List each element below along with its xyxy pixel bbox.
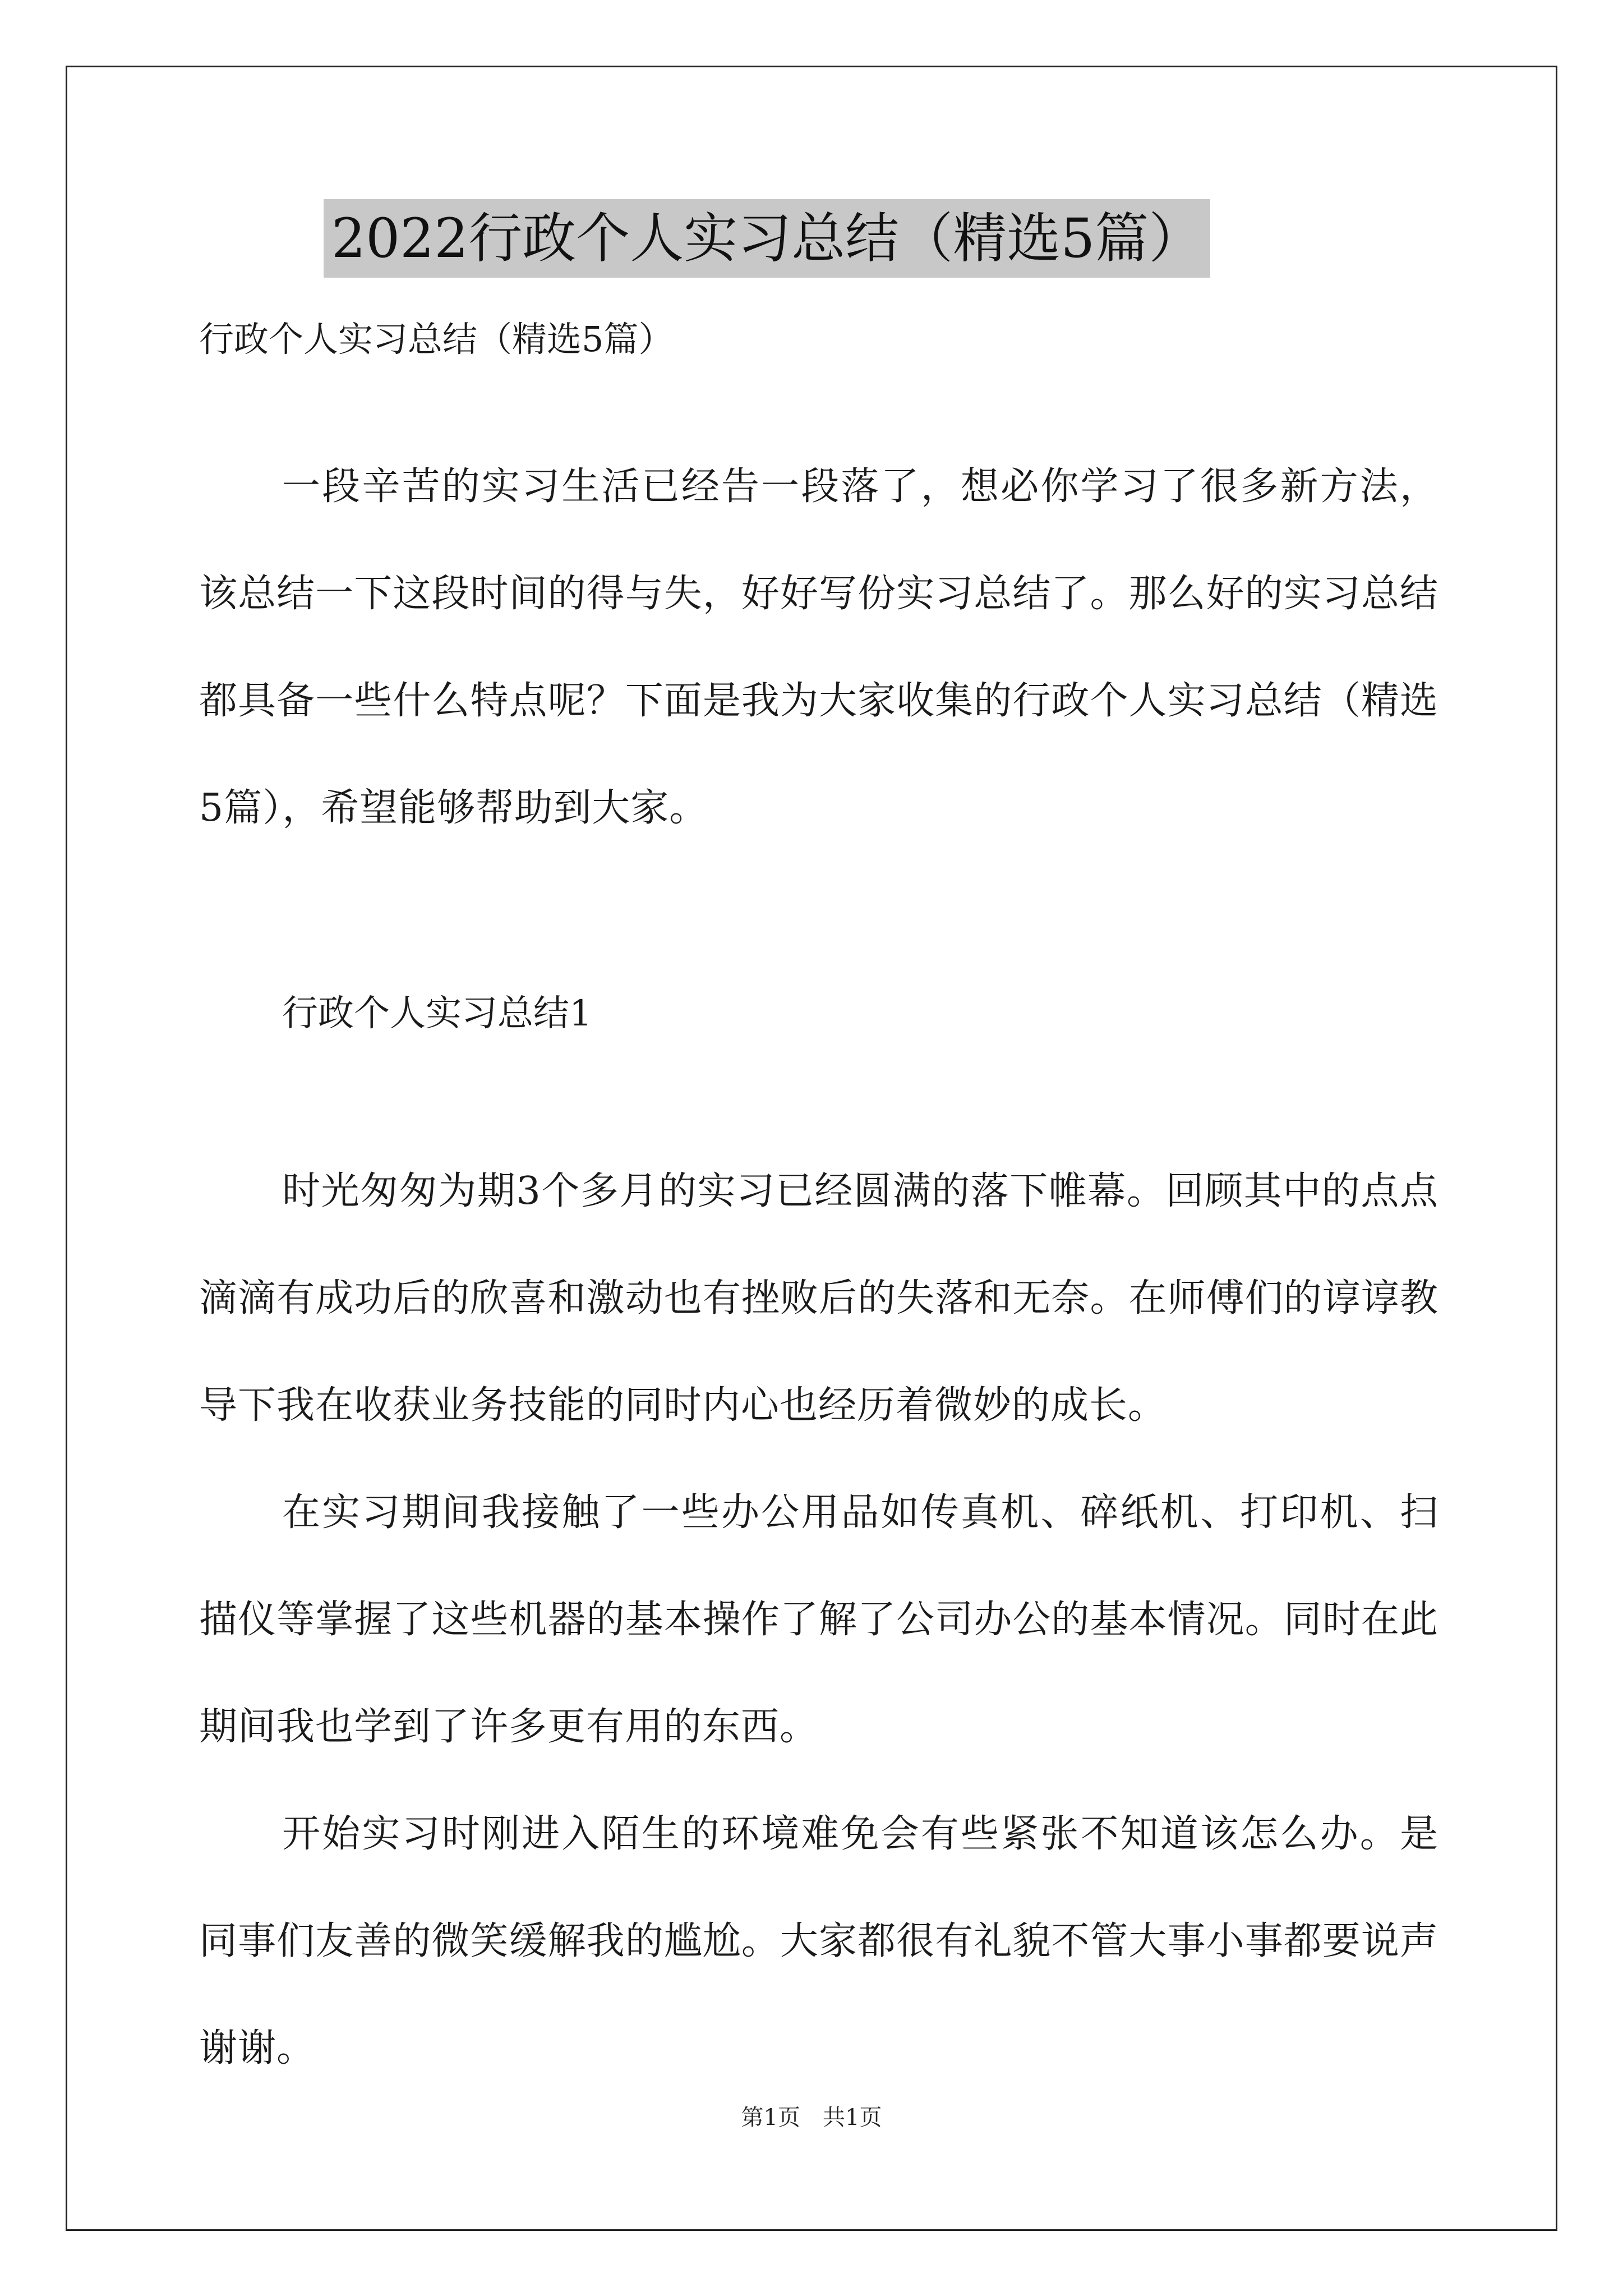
body-paragraph-3: 开始实习时刚进入陌生的环境难免会有些紧张不知道该怎么办。是同事们友善的微笑缓解我的尴尬。大家都很有礼貌不管大事小事都要说声谢谢。 [199, 1812, 1438, 2070]
document-title: 2022行政个人实习总结（精选5篇） [324, 199, 1210, 278]
page-footer: 第1页 共1页 [741, 2105, 882, 2131]
document-subtitle: 行政个人实习总结（精选5篇） [199, 319, 674, 360]
body-paragraph-2: 在实习期间我接触了一些办公用品如传真机、碎纸机、打印机、扫描仪等掌握了这些机器的基本操作了解了公司办公的基本情况。同时在此期间我也学到了许多更有用的东西。 [199, 1490, 1438, 1749]
intro-paragraph: 一段辛苦的实习生活已经告一段落了，想必你学习了很多新方法，该总结一下这段时间的得与失，好好写份实习总结了。那么好的实习总结都具备一些什么特点呢？下面是我为大家收集的行政个人实习总结（精选5篇），希望能够帮助到大家。 [199, 464, 1438, 830]
body-paragraph-1: 时光匆匆为期3个多月的实习已经圆满的落下帷幕。回顾其中的点点滴滴有成功后的欣喜和激动也有挫败后的失落和无奈。在师傅们的谆谆教导下我在收获业务技能的同时内心也经历着微妙的成长。 [199, 1169, 1438, 1428]
section-heading: 行政个人实习总结1 [282, 993, 592, 1034]
